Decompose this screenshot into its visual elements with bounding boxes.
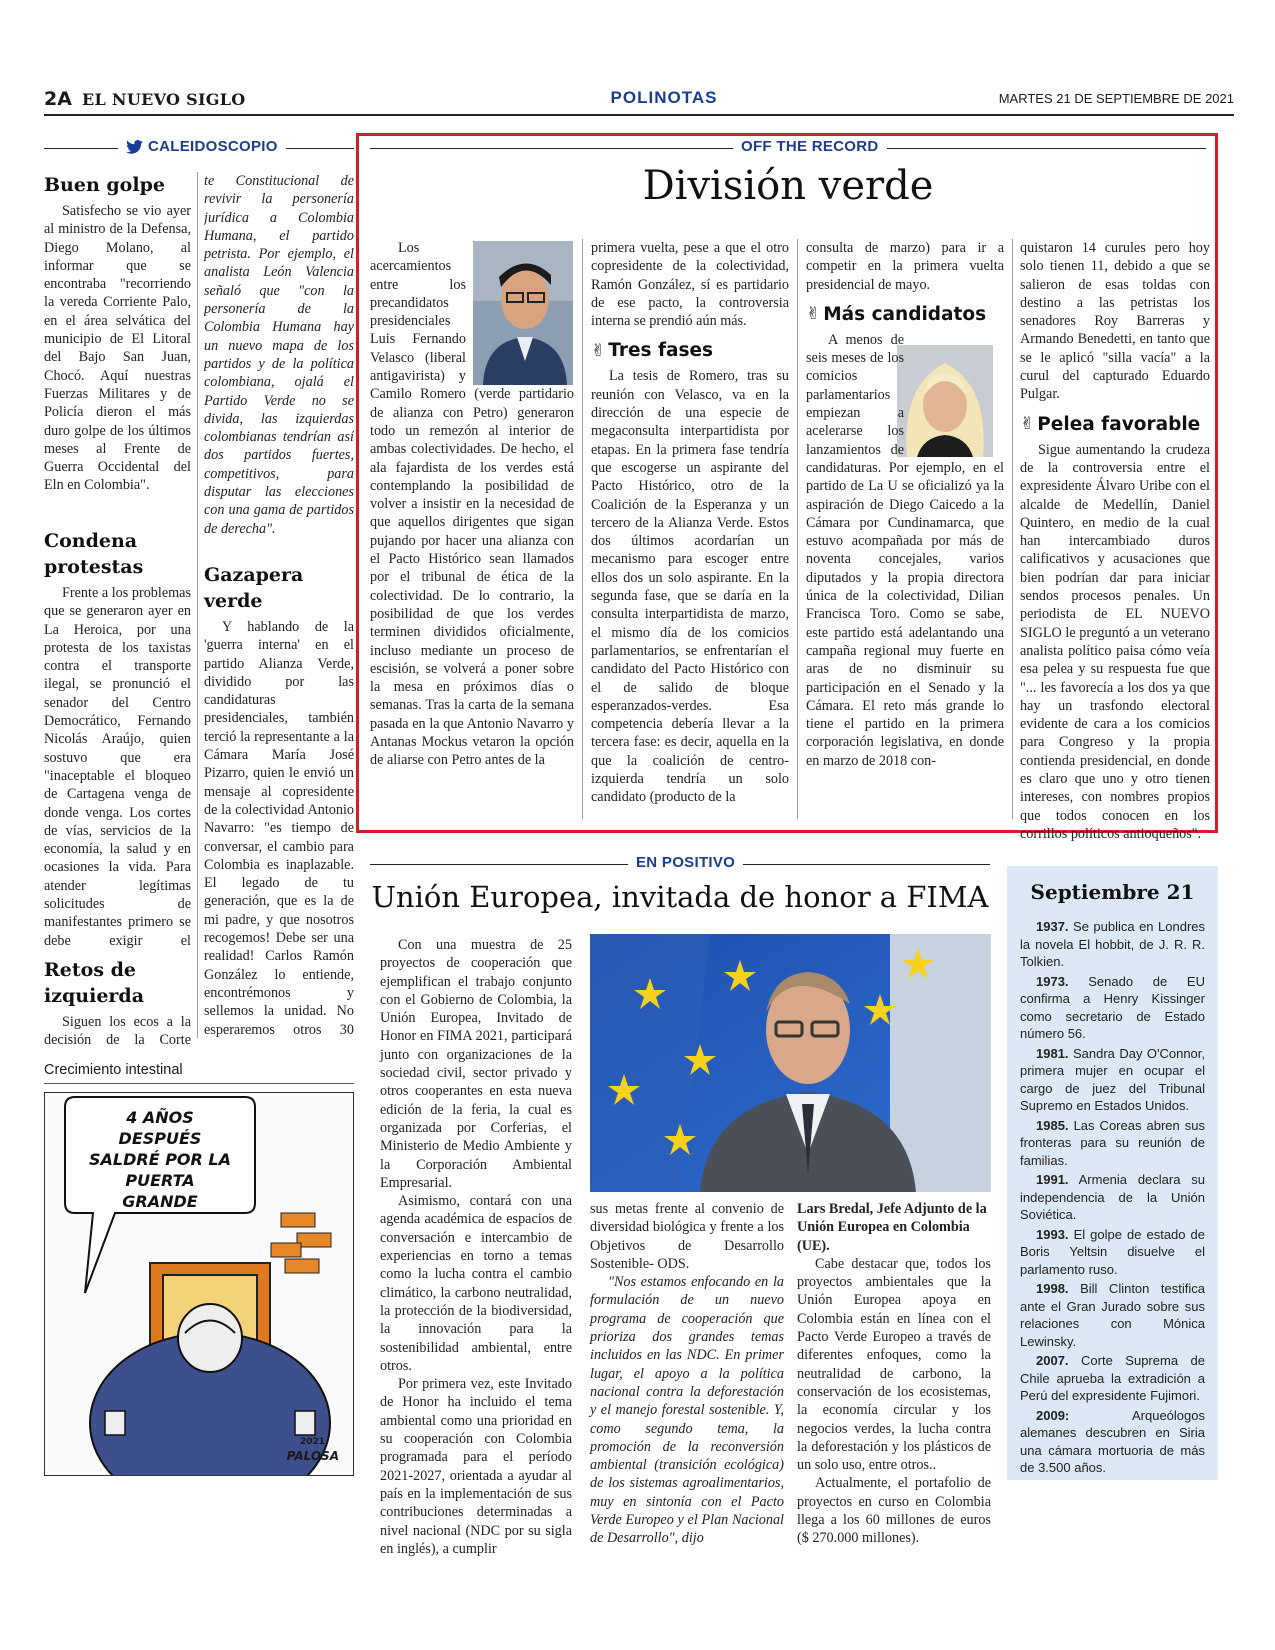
positivo-col-3b: Actualmente, el portafolio de proyectos en curso en Colombia llega a los 60 millones de euros ($ 270.000 millones). — [797, 1475, 991, 1547]
subhead-tres-fases-text: Tres fases — [608, 340, 714, 362]
off-record-col-3b-body: A menos de seis meses de los comicios parlamentarios empiezan a acelerarse los lanzamientos de candidaturas. Por ejemplo, en el partido de La U se oficializó ya la aspiración de Diego Caicedo a la Cámara por Cundinamarca, que estuvo acompañada por más de noventa concejales, varios diputados y la propia directora única de la colectividad, Dilian Francisca Toro. Como se sabe, este partido está adelantando una campaña regional muy fuerte en aras de no disminuir su participación en el Senado y la Cámara. El reto más grande lo tiene el partido en la primera corporación legislativa, en donde en marzo de 2018 con- — [806, 331, 1004, 769]
cartoon — [44, 1092, 354, 1476]
positivo-title: Unión Europea, invitada de honor a FIMA — [371, 880, 989, 914]
efemeride-text: Se publica en Londres la novela El hobbit, de J. R. R. Tolkien. — [1020, 919, 1205, 969]
cartoon-bubble-text: 4 AÑOS DESPUÉS SALDRÉ POR LA PUERTA GRANDE — [89, 1108, 231, 1211]
efemeride-item — [1020, 973, 1205, 1043]
off-record-col-4 — [1020, 239, 1210, 843]
masthead — [44, 88, 1234, 112]
positivo-col-3a: Cabe destacar que, todos los proyectos ambientales que la Unión Europea apoya en Colombia están en línea con el Pacto Verde Europeo a través de diferentes enfoques, como la neutralidad de carbono, la conservación de los ecosistemas, la economía circular y los negocios verdes, la lucha contra la deforestación y los plásticos de un solo uso, entre otros.. — [797, 1255, 991, 1474]
positivo-col-2 — [590, 1200, 784, 1548]
efemeride-year: 1998. — [1036, 1281, 1069, 1296]
item-title-buen-golpe: Buen golpe — [44, 174, 165, 196]
subhead-pelea-favorable — [1020, 414, 1210, 435]
positivo-col-2b: "Nos estamos enfocando en la formulación de un nuevo programa de cooperación que prioriza dos grandes temas incluidos en las NDC. En primer lugar, el apoyo a la política nacional contra la deforestación y el manejo forestal sostenible. Y, como segundo tema, la promoción de la reconversión ambiental (transición ecológica) de los sistemas agroalimentarios, muy en sintonía con el Pacto Verde Europeo y el Plan Nacional de Desarrollo", dijo — [590, 1274, 784, 1547]
item-text-gazapera-verde: Y hablando de la 'guerra interna' en el partido Alianza Verde, dividido por las candidaturas presidenciales, también terció la representante a la Cámara María José Pizarro, quien le envió un mensaje al copresidente de la colectividad Antonio Navarro: "es tiempo de conversar, el cambio para Colombia es inaplazable. El legado de tu generación, que es la de mi padre, y que nosotros recogemos! Debe ser una realidad! Carlos Ramón González lo entiende, encontrémonos y sellemos la unidad. No esperaremos otros 30 — [204, 619, 354, 1038]
off-record-divider-1 — [582, 239, 583, 819]
positivo-col-1c: Por primera vez, este Invitado de Honor ha incluido el tema ambiental como una prioridad en su cooperación con Colombia programada para el período 2021-2027, orientada a ayudar al país en la implementación de sus contribuciones determinadas a nivel nacional (NDC por su sigla en inglés), a cumplir — [380, 1376, 572, 1557]
paper-name: EL NUEVO SIGLO — [82, 90, 246, 109]
positivo-col-2a: sus metas frente al convenio de diversidad biológica y frente a los Objetivos de Desarrollo Sostenible- ODS. — [590, 1201, 784, 1272]
efemeride-item — [1020, 1226, 1205, 1279]
efemerides-list — [1020, 918, 1205, 1477]
cartoon-rule — [44, 1083, 354, 1084]
off-record-col-3a: consulta de marzo) para ir a competir en la primera vuelta presidencial de mayo. — [806, 240, 1004, 293]
section-name: POLINOTAS — [610, 88, 718, 107]
efemerides-box — [1007, 866, 1218, 1480]
off-record-col-4a: quistaron 14 curules pero hoy solo tienen 11, debido a que se salieron de esas toldas con destino a las petristas los senadores Roy Barreras y Armando Benedetti, en tanto que se le aplicó "silla vacía" a la curul del capturado Eduardo Pulgar. — [1020, 240, 1210, 403]
efemeride-text: Las Coreas abren sus fronteras para su reunión de familias. — [1020, 1117, 1205, 1168]
victory-hand-icon: ✌ — [591, 340, 606, 361]
efemeride-text: Armenia declara su independencia de la Unión Soviética. — [1020, 1172, 1205, 1222]
efemeride-item — [1020, 1407, 1205, 1477]
subhead-tres-fases — [591, 340, 789, 361]
off-record-divider-2 — [797, 239, 798, 819]
off-record-col-3 — [806, 239, 1004, 770]
efemeride-year: 1993. — [1036, 1226, 1069, 1242]
efemeride-year: 1973. — [1036, 973, 1069, 989]
item-title-condena-protestas: Condena protestas — [44, 530, 144, 578]
cartoon-signature: PALOSA — [286, 1449, 339, 1463]
efemeride-year: 1981. — [1036, 1045, 1069, 1061]
off-record-col-2 — [591, 239, 789, 807]
item-text-retos-continued: te Constitucional de revivir la personería jurídica a Colombia Humana, el partido petrista. Por ejemplo, el analista León Valencia señaló que "con la personería de la Colombia Humana hay un nuevo mapa de los partidos y de la política colombiana, ojalá el Partido Verde no se divida, las izquierdas colombianas tendrían así dos partidos fuertes, competitivos, para disputar las elecciones con una gama de partidos de derecha". — [204, 173, 354, 537]
positivo-col-3 — [797, 1200, 991, 1548]
efemeride-year: 2007. — [1036, 1353, 1069, 1368]
caleidoscopio-text: CALEIDOSCOPIO — [148, 138, 278, 155]
positivo-col-1b: Asimismo, contará con una agenda académica de espacios de conversación e intercambio de experiencias en torno a temas como la lucha contra el cambio climático, la carbono neutralidad, la protección de la biodiversidad, la innovación para la sostenibilidad ambiental, entre otros. — [380, 1193, 572, 1374]
off-record-col-1-text — [370, 239, 574, 770]
off-record-col-1 — [370, 239, 574, 770]
efemeride-item — [1020, 1171, 1205, 1224]
item-text-condena-protestas: Frente a los problemas que se generaron ayer en La Heroica, por una protesta de los taxistas contra el transporte ilegal, se pronunció el senador del Centro Democrático, Fernando Nicolás Araújo, quien sostuvo que era "inaceptable el bloqueo de Cartagena venga de donde venga. Los cortes de vías, servicios de la economía, la salud y en ocasiones la vida. Para atender legítimas solicitudes de manifestantes primero se debe exigir el — [44, 585, 191, 949]
subhead-pelea-favorable-text: Pelea favorable — [1037, 413, 1201, 435]
efemeride-text: Arqueólogos alemanes descubren en Siria una cámara mortuoria de más de 3.500 años. — [1020, 1407, 1205, 1475]
efemeride-year: 1991. — [1036, 1172, 1069, 1187]
efemerides-title: Septiembre 21 — [1030, 880, 1195, 904]
off-record-col-2b: La tesis de Romero, tras su reunión con Velasco, va en la dirección de una especie de megaconsulta interpartidista por etapas. En la primera fase tendría que escogerse un aspirante del Pacto Histórico, otro de la Coalición de la Esperanza y un tercero de la Alianza Verde. Estos dos últimos acordarían un mecanismo para escoger entre ellos dos un solo aspirante. En la segunda fase, que se daría en la consulta interpartidista de marzo, el mismo día de los comicios parlamentarios, se enfrentarían el candidato del Pacto Histórico con el de salido de bloque esperanzados-verdes. Esa competencia debería llevar a la tercera fase: es decir, aquella en la que la coalición de centro-izquierda tendría un solo candidato (producto de la — [591, 368, 789, 806]
off-record-col-1-body: Los acercamientos entre los precandidatos presidenciales Luis Fernando Velasco (liberal antigavirista) y Camilo Romero (verde partidario de alianza con Petro) generaron todo un remezón al interior de ambas colectividades. De hecho, el ala fajardista de los verdes está contemplando la posibilidad de volver a insistir en la necesidad de que aquellos dirigentes que sigan pujando por hacer una alianza con el Pacto Histórico sean llamados por el tribunal de ética de la colectividad. De lo contrario, la posibilidad de que los verdes terminen divididos oficialmente, incluso mediante un proceso de escisión, se volverá a poner sobre la mesa en próximos días o semanas. Tras la carta de la semana pasada en la que Antonio Navarro y Antanas Mockus vetaron la opción de aliarse con Petro antes de la — [370, 240, 574, 769]
caleidoscopio-divider — [197, 172, 198, 1038]
photo-caption: Lars Bredal, Jefe Adjunto de la Unión Europea en Colombia (UE). — [797, 1201, 987, 1254]
eu-flag-portrait — [590, 934, 991, 1192]
victory-hand-icon: ✌ — [806, 304, 821, 325]
item-title-retos-izquierda: Retos de izquierda — [44, 959, 145, 1007]
efemeride-year: 1937. — [1036, 919, 1069, 934]
positivo-col-1a: Con una muestra de 25 proyectos de cooperación que ejemplifican el trabajo conjunto con el Gobierno de Colombia, la Unión Europea, Invitado de Honor en FIMA 2021, participará junto con organizaciones de la sociedad civil, sector privado y otros cooperantes en esta nueva edición de la feria, la cual es organizada por Corferias, el Ministerio de Medio Ambiente y la Corporación Ambiental Empresarial. — [380, 937, 572, 1191]
caleidoscopio-col-2 — [204, 172, 354, 1038]
twitter-bird-icon — [126, 140, 143, 154]
masthead-rule — [44, 114, 1234, 116]
off-record-label: OFF THE RECORD — [733, 138, 887, 155]
off-record-title: División verde — [642, 163, 934, 209]
caleidoscopio-col-1 — [44, 172, 191, 1050]
cartoon-year: 2021 — [299, 1437, 325, 1447]
off-record-col-2a: primera vuelta, pese a que el otro copresidente de la colectividad, Ramón González, sí es partidario de ese pacto, la controversia interna se prendió aún más. — [591, 240, 789, 330]
subhead-mas-candidatos — [806, 304, 1004, 325]
efemeride-item — [1020, 918, 1205, 971]
efemeride-year: 2009: — [1036, 1407, 1070, 1423]
off-record-divider-3 — [1012, 239, 1013, 819]
efemeride-text: Sandra Day O'Connor, primera mujer en ocupar el cargo de juez del Tribunal Supremo en Estados Unidos. — [1020, 1045, 1205, 1113]
subhead-mas-candidatos-text: Más candidatos — [823, 303, 987, 325]
caleidoscopio-label — [118, 138, 286, 155]
efemeride-text: Bill Clinton testifica ante el Gran Jurado sobre sus relaciones con Mónica Lewinsky. — [1020, 1281, 1205, 1349]
positivo-col-1 — [380, 936, 572, 1558]
positivo-label: EN POSITIVO — [628, 854, 743, 871]
efemeride-text: Senado de EU confirma a Henry Kissinger como secretario de Estado número 56. — [1020, 973, 1205, 1041]
efemeride-year: 1985. — [1036, 1117, 1069, 1133]
item-text-buen-golpe: Satisfecho se vio ayer al ministro de la Defensa, Diego Molano, al informar que se encontraba "recorriendo la vereda Corriente Palo, en el área selvática del municipio de El Litoral del Bajo San Juan, Chocó. Aquí nuestras Fuerzas Militares y de Policía dieron el más duro golpe de los últimos meses al Frente de Guerra Occidental del Eln en Colombia". — [44, 203, 191, 494]
photo-lars-bredal — [590, 934, 991, 1192]
issue-date: MARTES 21 DE SEPTIEMBRE DE 2021 — [998, 91, 1234, 106]
efemeride-item — [1020, 1045, 1205, 1115]
victory-hand-icon: ✌ — [1020, 414, 1035, 435]
cartoon-title: Crecimiento intestinal — [44, 1062, 183, 1078]
efemeride-text: Corte Suprema de Chile aprueba la extradición a Perú del expresidente Fujimori. — [1020, 1353, 1205, 1403]
efemeride-item — [1020, 1117, 1205, 1170]
efemeride-text: El golpe de estado de Boris Yeltsin disuelve el parlamento ruso. — [1020, 1226, 1205, 1277]
item-text-retos-izquierda: Siguen los ecos a la decisión de la Corte — [44, 1014, 191, 1049]
item-title-gazapera-verde: Gazapera verde — [204, 564, 304, 612]
efemeride-item — [1020, 1280, 1205, 1350]
off-record-col-3b — [806, 331, 1004, 770]
page-number: 2A — [44, 88, 72, 110]
off-record-col-4b: Sigue aumentando la crudeza de la controversia entre el expresidente Álvaro Uribe con el alcalde de Medellín, Daniel Quintero, en medio de la cual han intercambiado duros calificativos y acusaciones que bien podrían dar para iniciar sendos procesos penales. Un periodista de EL NUEVO SIGLO le preguntó a un veterano analista político paisa cómo veía esa pelea y su respuesta fue que "... les favorecía a los dos ya que hay un trasfondo electoral evidente de cara a los comicios para Congreso y la propia contienda presidencial, en donde es claro que uno y otro tienen intereses, con nombres propios que todos conocen en los corrillos políticos antioqueños". — [1020, 441, 1210, 842]
efemeride-item — [1020, 1352, 1205, 1405]
